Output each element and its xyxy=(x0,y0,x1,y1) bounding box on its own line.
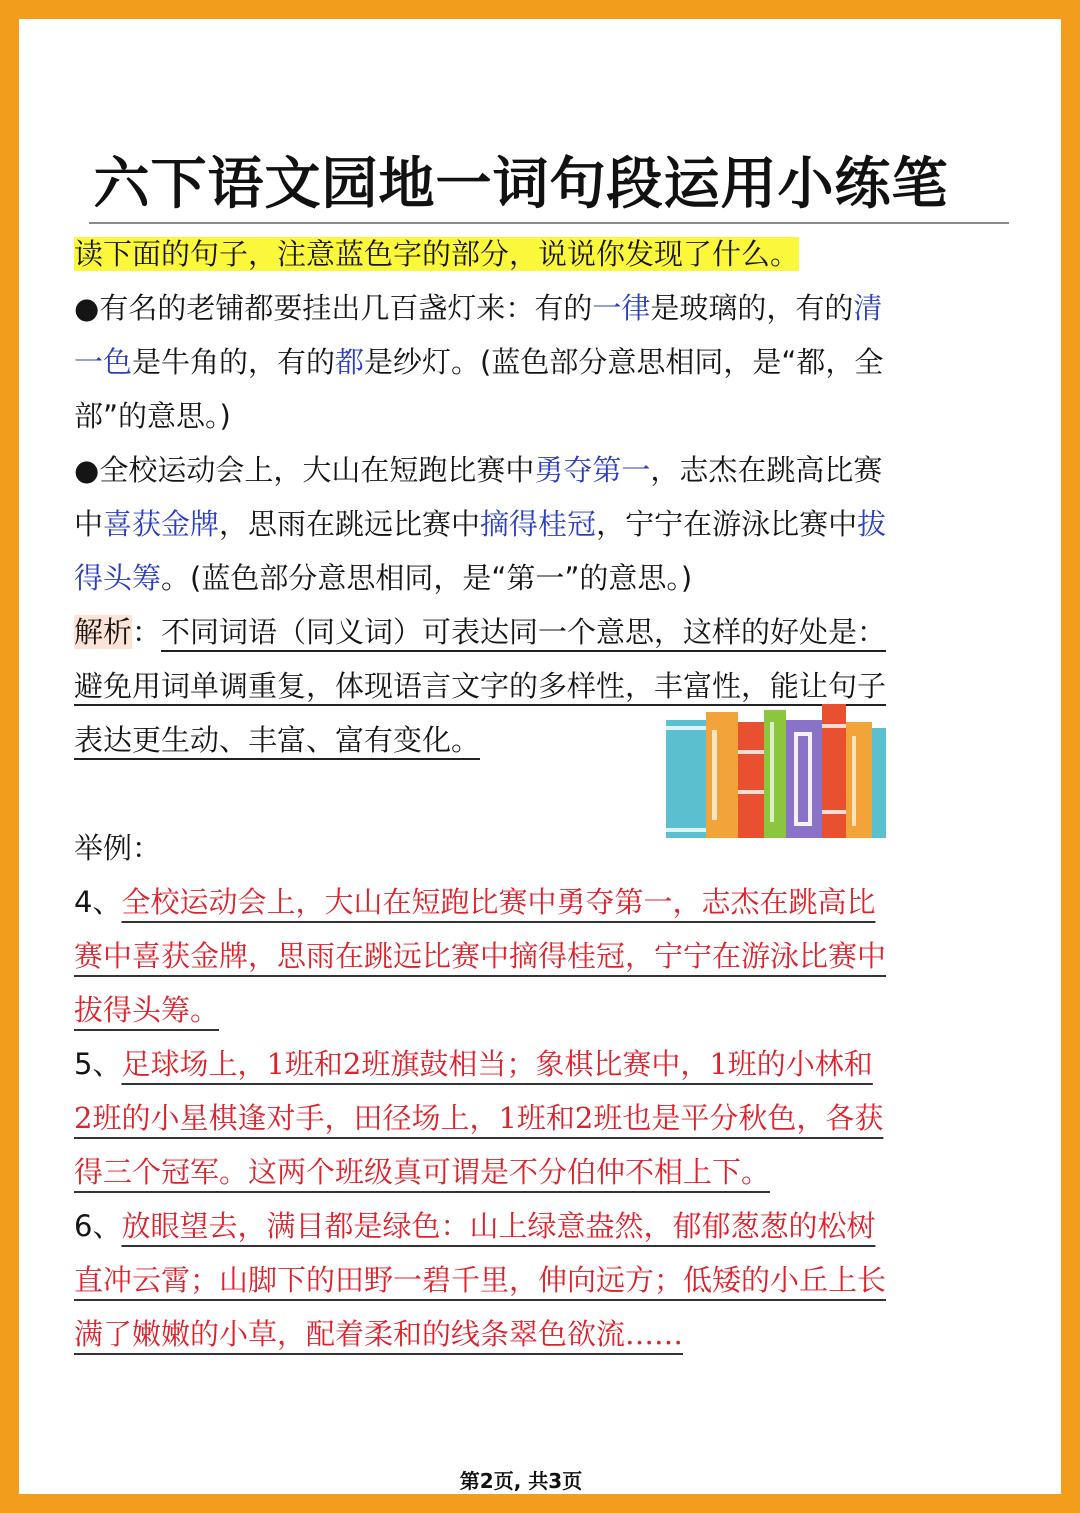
books-stack-icon xyxy=(646,700,886,850)
analysis-colon: ： xyxy=(132,615,162,649)
para1-line2 xyxy=(74,335,974,389)
example-4-line1 xyxy=(74,875,974,929)
bullet: ● xyxy=(74,453,100,487)
example-4-line3 xyxy=(74,983,974,1037)
para1-text: 部”的意思。) xyxy=(74,399,231,433)
instruction-line xyxy=(74,227,974,281)
page-footer: 第2页, 共3页 xyxy=(459,1469,583,1493)
title-divider xyxy=(89,222,1009,224)
para2-text: ，志杰在跳高比赛 xyxy=(650,453,883,487)
analysis-line1 xyxy=(74,605,974,659)
example-text: 直冲云霄；山脚下的田野一碧千里，伸向远方；低矮的小丘上长 xyxy=(74,1263,887,1297)
blue-word: 摘得桂冠 xyxy=(480,507,597,541)
para2-text: ，思雨在跳远比赛中 xyxy=(219,507,481,541)
example-text: 满了嫩嫩的小草，配着柔和的线条翠色欲流…… xyxy=(74,1317,684,1351)
para1-line1 xyxy=(74,281,974,335)
analysis-text: 表达更生动、丰富、富有变化。 xyxy=(74,723,481,757)
para1-text: 是玻璃的，有的 xyxy=(650,291,854,325)
example-6-line2 xyxy=(74,1253,974,1307)
example-5-line2 xyxy=(74,1091,974,1145)
example-6-line1 xyxy=(74,1199,974,1253)
analysis-text: 避免用词单调重复，体现语言文字的多样性，丰富性，能让句子 xyxy=(74,669,887,703)
example-number: 6、 xyxy=(74,1209,122,1243)
para1-line3 xyxy=(74,389,974,443)
para2-text: 中 xyxy=(74,507,104,541)
example-text: 赛中喜获金牌，思雨在跳远比赛中摘得桂冠，宁宁在游泳比赛中 xyxy=(74,939,887,973)
blue-word: 一律 xyxy=(592,291,651,325)
example-text: 拔得头筹。 xyxy=(74,993,220,1027)
analysis-label: 解析 xyxy=(74,615,133,649)
blue-word: 勇夺第一 xyxy=(534,453,651,487)
example-6-line3 xyxy=(74,1307,974,1361)
example-text: 得三个冠军。这两个班级真可谓是不分伯仲不相上下。 xyxy=(74,1155,771,1189)
para2-line3 xyxy=(74,551,974,605)
example-number: 5、 xyxy=(74,1047,122,1081)
blue-word: 都 xyxy=(335,345,365,379)
para2-text: 。(蓝色部分意思相同，是“第一”的意思。) xyxy=(161,561,693,595)
blue-word: 清 xyxy=(853,291,883,325)
example-label: 举例： xyxy=(74,831,162,865)
para2-line2 xyxy=(74,497,974,551)
para1-text: 是牛角的，有的 xyxy=(132,345,336,379)
example-text: 足球场上，1班和2班旗鼓相当；象棋比赛中，1班的小林和 xyxy=(121,1047,873,1081)
para1-text: 有名的老铺都要挂出几百盏灯来：有的 xyxy=(99,291,593,325)
example-5-line3 xyxy=(74,1145,974,1199)
instruction-text: 读下面的句子，注意蓝色字的部分，说说你发现了什么。 xyxy=(74,237,800,271)
bullet: ● xyxy=(74,291,100,325)
example-number: 4、 xyxy=(74,885,122,919)
blue-word: 喜获金牌 xyxy=(103,507,220,541)
blue-word: 一色 xyxy=(74,345,133,379)
para2-text: ，宁宁在游泳比赛中 xyxy=(596,507,858,541)
blue-word: 得头筹 xyxy=(74,561,162,595)
analysis-text: 不同词语（同义词）可表达同一个意思，这样的好处是： xyxy=(161,615,887,649)
example-text: 2班的小星棋逢对手，田径场上，1班和2班也是平分秋色，各获 xyxy=(74,1101,884,1135)
para1-text: 是纱灯。(蓝色部分意思相同，是“都，全 xyxy=(364,345,884,379)
example-5-line1 xyxy=(74,1037,974,1091)
example-text: 全校运动会上，大山在短跑比赛中勇夺第一，志杰在跳高比 xyxy=(121,885,876,919)
example-4-line2 xyxy=(74,929,974,983)
example-text: 放眼望去，满目都是绿色：山上绿意盎然，郁郁葱葱的松树 xyxy=(121,1209,876,1243)
blue-word: 拔 xyxy=(857,507,887,541)
page-title: 六下语文园地一词句段运用小练笔 xyxy=(93,152,949,217)
para2-line1 xyxy=(74,443,974,497)
para2-text: 全校运动会上，大山在短跑比赛中 xyxy=(99,453,535,487)
